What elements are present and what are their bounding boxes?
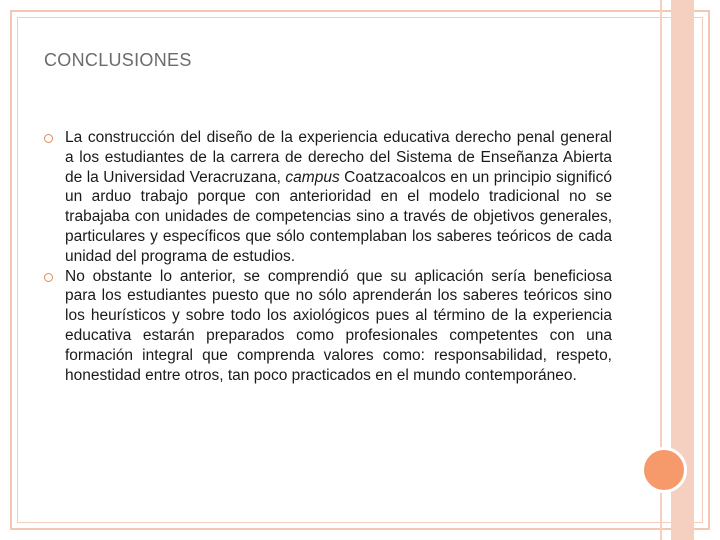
bullet-list <box>44 128 612 385</box>
bullet-circle-icon <box>44 134 53 143</box>
bullet-text-2: No obstante lo anterior, se comprendió que su aplicación sería beneficiosa para los estudiantes puesto que no sólo aprenderán los saberes teóricos sino los heurísticos y sobre todo los axiológicos pues al término de la experiencia educativa estarán preparados como profesionales competentes con una formación integral que comprenda valores como: responsabilidad, respeto, honestidad entre otros, tan poco practicados en el mundo contemporáneo. <box>65 267 612 384</box>
bullet-text-1-part-a: La construcción del diseño de la experiencia educativa derecho penal general a los estudiantes de la carrera de derecho del Sistema de Enseñanza Abierta de la Universidad Veracruzana, <box>65 129 612 186</box>
decorative-circle <box>641 447 687 493</box>
bullet-text-1-part-b: Coatzacoalcos en un principio significó un arduo trabajo porque con anterioridad en el modelo tradicional no se trabajaba con unidades de competencias sino a través de objetivos generales, particulares y específicos que sólo contemplaban los saberes teóricos de cada unidad del programa de estudios. <box>65 168 612 265</box>
bullet-text-1 <box>65 129 612 265</box>
bullet-item-2 <box>44 267 612 386</box>
bullet-item-1 <box>44 128 612 267</box>
bullet-text-1-emphasis: campus <box>285 168 340 186</box>
slide-title: CONCLUSIONES <box>44 50 192 70</box>
bullet-circle-icon <box>44 273 53 282</box>
